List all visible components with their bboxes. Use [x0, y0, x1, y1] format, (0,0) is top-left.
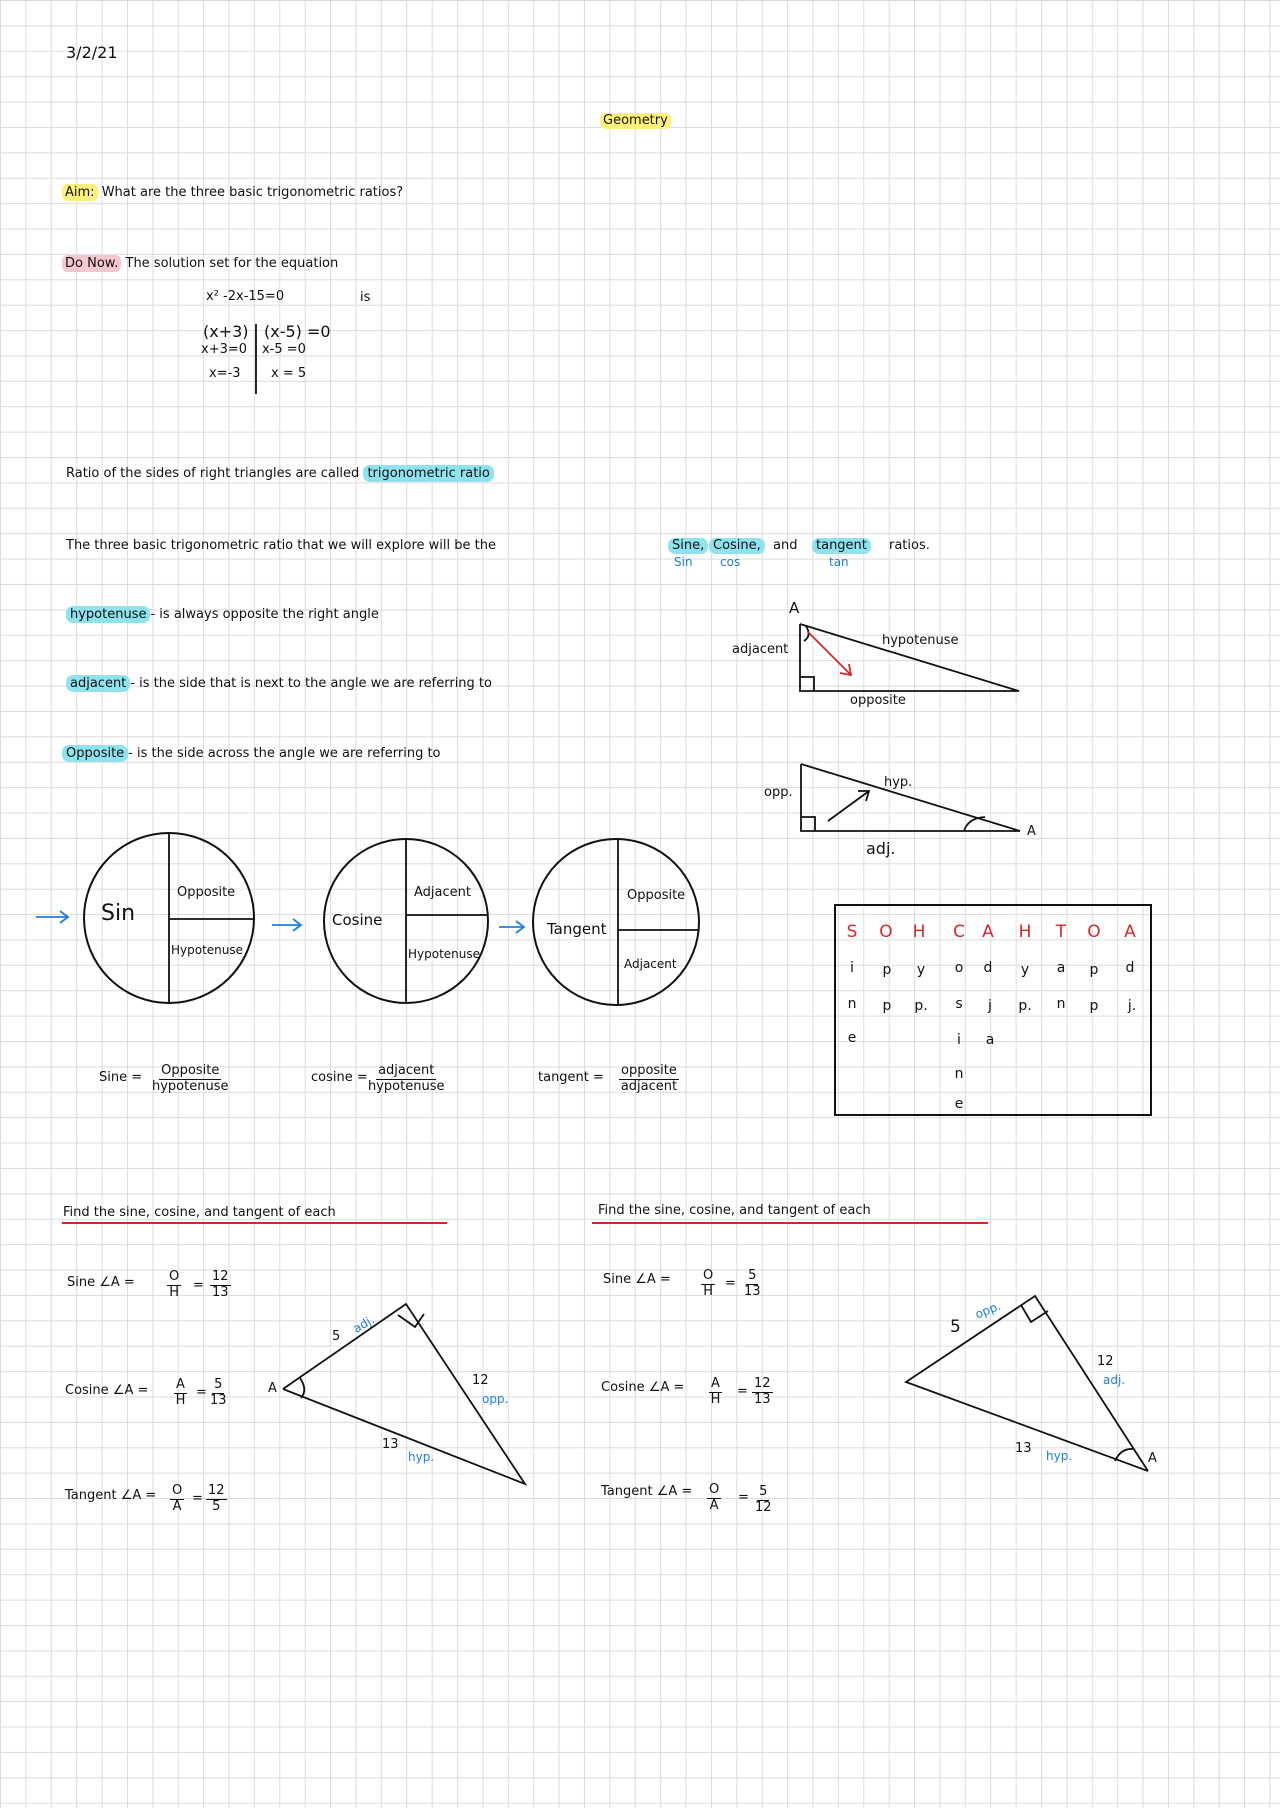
- soh-letter: j.: [1127, 998, 1137, 1014]
- frac-num: O: [703, 1268, 714, 1283]
- frac-num: O: [709, 1482, 720, 1497]
- frac-den: H: [710, 1391, 721, 1407]
- equation: x² -2x-15=0: [206, 289, 285, 304]
- date: 3/2/21: [66, 43, 118, 62]
- frac-den: 12: [755, 1499, 772, 1515]
- three-ratios-text: The three basic trigonometric ratio that we will explore will be the: [66, 538, 496, 553]
- soh-header: H: [1018, 922, 1032, 942]
- soh-letter: p: [1089, 998, 1099, 1014]
- frac-num: 12: [754, 1376, 771, 1391]
- cos-abbr: cos: [720, 555, 741, 569]
- problem2-tangent-label: Tangent ∠A =: [601, 1484, 693, 1499]
- soh-letter: n: [954, 1066, 964, 1082]
- soh-header: A: [982, 922, 994, 942]
- soh-letter: n: [1056, 996, 1066, 1012]
- sin-circle-top: Opposite: [177, 885, 236, 900]
- factored-right: (x-5) =0: [264, 322, 331, 341]
- circle-dividers: [169, 833, 699, 1005]
- problem2-triangle: [906, 1296, 1148, 1471]
- triangle2-vertex: A: [1027, 824, 1036, 839]
- triangle2-opp-label: opp.: [764, 785, 793, 800]
- problem1-tangent-label: Tangent ∠A =: [65, 1488, 157, 1503]
- soh-letter: d: [983, 960, 993, 976]
- frac-num: 5: [214, 1377, 223, 1392]
- problem1-cosine-label: Cosine ∠A =: [65, 1383, 149, 1398]
- soh-letter: o: [954, 960, 964, 976]
- problem2-cosine-equals: =: [737, 1384, 748, 1399]
- problem1-heading: Find the sine, cosine, and tangent of each: [63, 1205, 336, 1220]
- problem1-opp-label: opp.: [482, 1392, 509, 1406]
- frac-num: 12: [208, 1483, 225, 1498]
- frac-den: H: [175, 1392, 186, 1408]
- frac-num: O: [169, 1269, 180, 1284]
- problem1-side5: 5: [332, 1329, 341, 1344]
- frac-num: O: [172, 1483, 183, 1498]
- problem2-cosine-label: Cosine ∠A =: [601, 1380, 685, 1395]
- soh-header: A: [1124, 922, 1136, 942]
- ratios-word: ratios.: [889, 538, 930, 553]
- equation-is: is: [360, 290, 371, 305]
- soh-letter: e: [954, 1096, 964, 1112]
- soh-letter: i: [957, 1032, 961, 1048]
- soh-header: C: [953, 922, 965, 942]
- problem2-vertex: A: [1148, 1451, 1157, 1466]
- soh-letter: e: [847, 1030, 857, 1046]
- sin-circle-name: Sin: [101, 901, 136, 926]
- definition-text: - is the side across the angle we are referring to: [128, 746, 441, 761]
- triangle1-adjacent-label: adjacent: [732, 642, 789, 657]
- problem2-sine-equals: =: [725, 1276, 736, 1291]
- step-left: x+3=0: [201, 342, 248, 357]
- problem2-adj-label: adj.: [1103, 1373, 1126, 1387]
- definition-text: - is always opposite the right angle: [150, 607, 379, 622]
- cosine-formula-num: adjacent: [378, 1063, 435, 1078]
- problem2-sine-label: Sine ∠A =: [603, 1272, 671, 1287]
- frac-den: 13: [754, 1391, 771, 1407]
- cosine-formula-label: cosine =: [311, 1070, 368, 1085]
- soh-header: O: [1087, 922, 1101, 942]
- soh-letter: p: [882, 998, 892, 1014]
- soh-header: O: [879, 922, 893, 942]
- cosine-formula-den: hypotenuse: [368, 1078, 445, 1094]
- triangle1-vertex: A: [789, 599, 800, 617]
- triangle2-adj-label: adj.: [866, 839, 896, 858]
- problem2-tangent-equals: =: [738, 1490, 749, 1505]
- soh-letter: p: [1089, 962, 1099, 978]
- frac-den: 5: [212, 1498, 221, 1514]
- solution-right: x = 5: [271, 366, 307, 381]
- tangent-formula-label: tangent =: [538, 1070, 604, 1085]
- triangle1-hypotenuse-label: hypotenuse: [882, 633, 959, 648]
- subject-title: Geometry: [600, 113, 671, 129]
- soh-header: H: [912, 922, 926, 942]
- cosine-term: Cosine,: [709, 538, 765, 554]
- soh-letter: y: [916, 962, 926, 978]
- soh-header: S: [846, 922, 858, 942]
- problem1-triangle: [283, 1304, 525, 1484]
- sine-formula-label: Sine =: [99, 1070, 143, 1085]
- problem1-adj-label: adj.: [350, 1312, 377, 1336]
- aim-text: What are the three basic trigonometric ratios?: [101, 185, 404, 200]
- soh-letter: y: [1020, 962, 1030, 978]
- do-now-text: The solution set for the equation: [125, 256, 339, 271]
- problem1-side13: 13: [382, 1437, 399, 1452]
- soh-letter: s: [955, 996, 963, 1012]
- tangent-circle-name: Tangent: [547, 920, 607, 938]
- soh-letter: p: [882, 962, 892, 978]
- triangle2: [801, 764, 1020, 831]
- tan-abbr: tan: [829, 555, 849, 569]
- soh-letter: a: [1056, 960, 1066, 976]
- soh-header: T: [1055, 922, 1067, 942]
- triangle1-opposite-label: opposite: [850, 693, 906, 708]
- sine-term: Sine,: [668, 538, 708, 554]
- cosine-circle-bottom: Hypotenuse: [408, 947, 481, 961]
- problem1-sine-equals: =: [193, 1278, 204, 1293]
- problem2-side12: 12: [1097, 1354, 1114, 1369]
- frac-den: A: [172, 1498, 182, 1514]
- and-word: and: [773, 538, 798, 553]
- soh-letter: p.: [914, 998, 928, 1014]
- sine-formula-num: Opposite: [161, 1063, 220, 1078]
- frac-num: 5: [748, 1268, 757, 1283]
- soh-letter: p.: [1018, 998, 1032, 1014]
- frac-num: A: [711, 1376, 720, 1391]
- problem1-side12: 12: [472, 1373, 489, 1388]
- ratio-definition-text: Ratio of the sides of right triangles are called: [66, 466, 360, 481]
- tangent-formula-den: adjacent: [620, 1078, 678, 1094]
- definition-text: - is the side that is next to the angle we are referring to: [130, 676, 492, 691]
- frac-num: 5: [759, 1484, 768, 1499]
- soh-letter: d: [1125, 960, 1135, 976]
- frac-num: 12: [212, 1269, 229, 1284]
- sin-circle-bottom: Hypotenuse: [171, 943, 244, 957]
- definition-term: adjacent: [66, 675, 130, 692]
- frac-num: A: [176, 1377, 185, 1392]
- problem2-side5: 5: [950, 1317, 961, 1337]
- frac-den: A: [709, 1497, 719, 1513]
- cosine-circle-top: Adjacent: [414, 885, 471, 900]
- definition-term: hypotenuse: [66, 606, 150, 623]
- soh-letter: i: [850, 960, 854, 976]
- triangle2-hyp-label: hyp.: [884, 775, 913, 790]
- definition-term: Opposite: [62, 745, 128, 762]
- sine-formula-den: hypotenuse: [152, 1078, 229, 1094]
- frac-den: H: [169, 1284, 179, 1300]
- ratio-definition-term: trigonometric ratio: [363, 465, 493, 482]
- soh-letter: a: [985, 1032, 995, 1048]
- do-now-label: Do Now.: [62, 255, 121, 272]
- triangle2-arrow: [828, 791, 869, 821]
- step-right: x-5 =0: [262, 342, 306, 357]
- frac-den: 13: [210, 1392, 227, 1408]
- problem1-cosine-equals: =: [196, 1385, 207, 1400]
- tangent-circle-top: Opposite: [627, 888, 686, 903]
- frac-den: 13: [744, 1283, 761, 1299]
- sin-abbr: Sin: [674, 555, 693, 569]
- frac-den: 13: [212, 1284, 229, 1300]
- factored-left: (x+3): [203, 322, 249, 341]
- soh-letter: n: [847, 996, 857, 1012]
- aim-label: Aim:: [62, 184, 98, 201]
- problem1-sine-label: Sine ∠A =: [67, 1275, 135, 1290]
- problem1-vertex: A: [268, 1381, 277, 1396]
- tangent-circle-bottom: Adjacent: [624, 957, 677, 971]
- tangent-formula-num: opposite: [621, 1063, 677, 1078]
- tangent-term: tangent: [812, 538, 871, 554]
- problem1-hyp-label: hyp.: [408, 1450, 435, 1464]
- problem2-opp-label: opp.: [973, 1298, 1003, 1322]
- cosine-circle-name: Cosine: [332, 911, 383, 929]
- soh-letter: j: [988, 998, 992, 1014]
- problem2-hyp-label: hyp.: [1046, 1449, 1073, 1463]
- problem2-heading: Find the sine, cosine, and tangent of each: [598, 1203, 871, 1218]
- problem1-tangent-equals: =: [192, 1491, 203, 1506]
- solution-left: x=-3: [209, 366, 241, 381]
- frac-den: H: [703, 1283, 713, 1299]
- problem2-side13: 13: [1015, 1441, 1032, 1456]
